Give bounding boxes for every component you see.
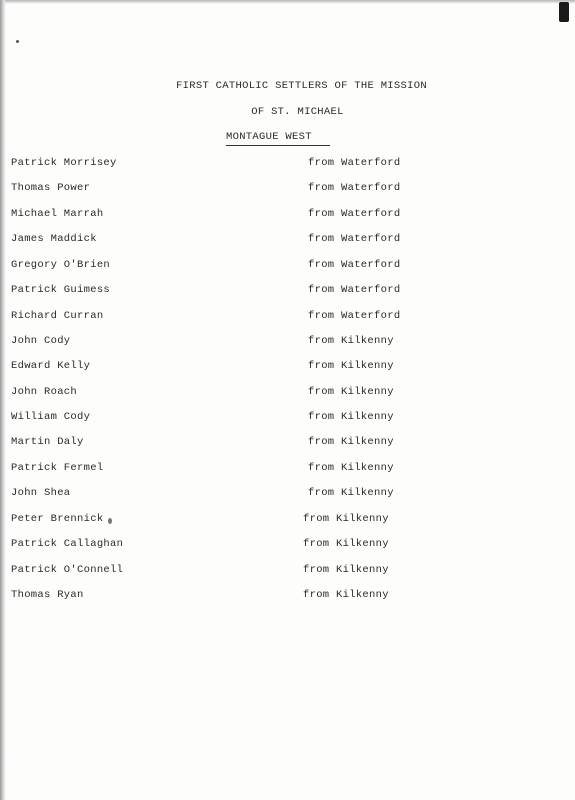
settler-origin: from Kilkenny: [308, 411, 394, 423]
settler-name: Gregory O'Brien: [11, 259, 111, 271]
settler-row: [0, 386, 575, 400]
settler-name: Patrick O'Connell: [11, 564, 124, 576]
settler-name: Thomas Ryan: [11, 589, 84, 601]
settler-row: [0, 208, 575, 222]
settler-origin: from Kilkenny: [303, 538, 389, 550]
settler-name: Patrick Guimess: [11, 284, 111, 296]
settler-row: [0, 487, 575, 501]
settler-origin: from Kilkenny: [308, 386, 394, 398]
settler-row: [0, 538, 575, 552]
settler-row: [0, 589, 575, 603]
settler-name: Edward Kelly: [11, 360, 91, 372]
settler-origin: from Kilkenny: [303, 564, 389, 576]
settler-row: [0, 157, 575, 171]
settler-origin: from Kilkenny: [308, 487, 394, 499]
settler-name: John Roach: [11, 386, 78, 398]
settler-origin: from Kilkenny: [303, 513, 389, 525]
settler-row: [0, 310, 575, 324]
settler-row: [0, 284, 575, 298]
settler-name: Richard Curran: [11, 310, 104, 322]
settler-row: [0, 335, 575, 349]
settler-name: John Cody: [11, 335, 71, 347]
settler-name: William Cody: [11, 411, 91, 423]
settler-origin: from Kilkenny: [308, 436, 394, 448]
settler-name: Michael Marrah: [11, 208, 104, 220]
settler-origin: from Kilkenny: [308, 462, 394, 474]
settler-origin: from Waterford: [308, 233, 401, 245]
settler-origin: from Waterford: [308, 310, 401, 322]
settler-origin: from Kilkenny: [303, 589, 389, 601]
settler-row: [0, 513, 575, 527]
settler-origin: from Waterford: [308, 259, 401, 271]
settler-row: [0, 360, 575, 374]
settler-name: Patrick Fermel: [11, 462, 104, 474]
settler-row: [0, 462, 575, 476]
settler-name: James Maddick: [11, 233, 97, 245]
settler-origin: from Waterford: [308, 182, 401, 194]
settler-name: Peter Brennick: [11, 513, 104, 525]
settler-origin: from Waterford: [308, 284, 401, 296]
settler-name: Patrick Callaghan: [11, 538, 124, 550]
settler-origin: from Kilkenny: [308, 360, 394, 372]
settler-row: [0, 411, 575, 425]
settler-name: Thomas Power: [11, 182, 91, 194]
document-subtitle: MONTAGUE WEST: [226, 131, 330, 146]
settler-origin: from Waterford: [308, 157, 401, 169]
settler-row: [0, 259, 575, 273]
document-title-line-1: FIRST CATHOLIC SETTLERS OF THE MISSION: [176, 80, 427, 92]
settler-row: [0, 233, 575, 247]
settler-row: [0, 436, 575, 450]
settler-origin: from Kilkenny: [308, 335, 394, 347]
settler-name: Martin Daly: [11, 436, 84, 448]
settler-name: John Shea: [11, 487, 71, 499]
document-title-line-2: OF ST. MICHAEL: [251, 106, 344, 118]
settler-row: [0, 182, 575, 196]
settler-row: [0, 564, 575, 578]
settler-origin: from Waterford: [308, 208, 401, 220]
settler-name: Patrick Morrisey: [11, 157, 117, 169]
